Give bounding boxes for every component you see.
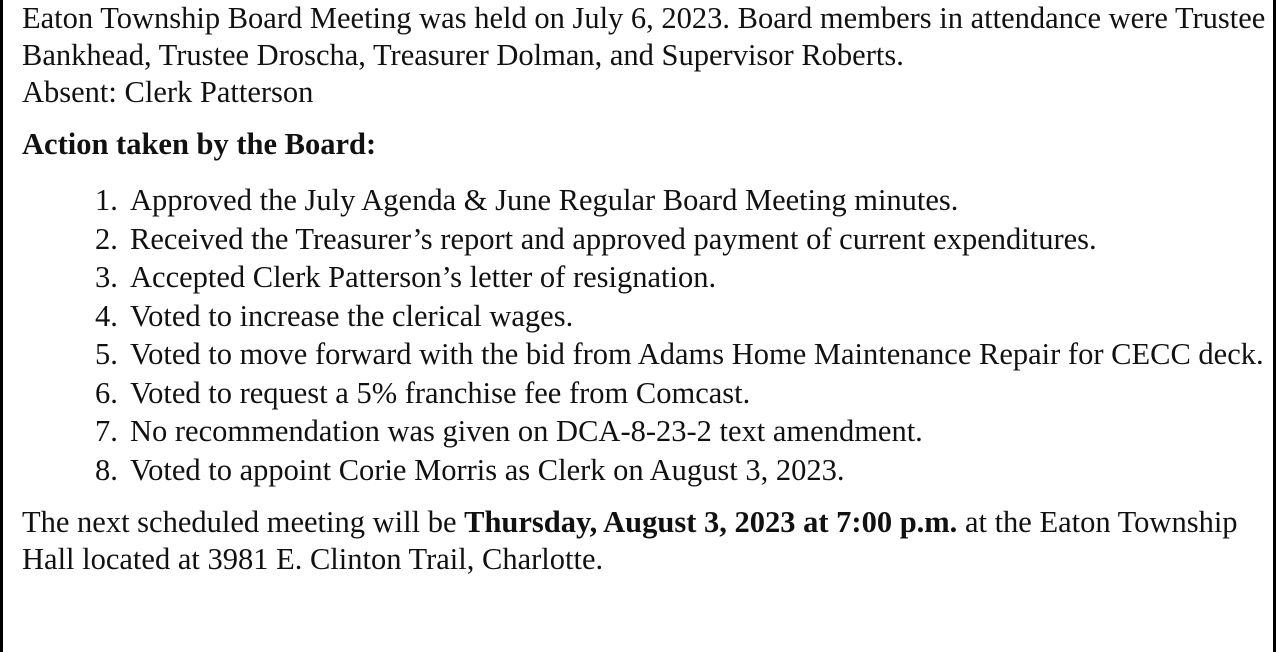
action-item	[95, 258, 1267, 297]
action-number: 8.	[95, 452, 118, 487]
action-item	[95, 374, 1267, 413]
action-number: 6.	[95, 375, 118, 410]
action-item	[95, 297, 1267, 336]
action-number: 4.	[95, 298, 118, 333]
meeting-notice	[22, 0, 1267, 578]
attendance-paragraph	[22, 0, 1267, 111]
action-item	[95, 451, 1267, 490]
next-meeting-datetime: Thursday, August 3, 2023 at 7:00 p.m.	[464, 505, 958, 539]
next-meeting-location: at the Eaton Township Hall located at 3981 E. Clinton Trail, Charlotte.	[22, 505, 1238, 576]
action-number: 2.	[95, 221, 118, 256]
action-text: Voted to increase the clerical wages.	[130, 298, 574, 333]
action-item	[95, 335, 1267, 374]
action-number: 3.	[95, 260, 118, 294]
action-text: Voted to move forward with the bid from Adams Home Maintenance Repair for CECC deck.	[130, 337, 1264, 371]
action-text: Voted to request a 5% franchise fee from Comcast.	[130, 375, 751, 410]
actions-list	[22, 181, 1267, 489]
absent-text: Absent: Clerk Patterson	[22, 75, 314, 109]
actions-heading: Action taken by the Board:	[22, 127, 377, 161]
action-item	[95, 220, 1267, 259]
action-text: Received the Treasurer’s report and approved payment of current expenditures.	[130, 221, 1097, 256]
action-number: 7.	[95, 414, 118, 448]
action-number: 1.	[95, 183, 118, 217]
next-meeting-prefix: The next scheduled meeting will be	[22, 505, 465, 539]
action-text: Accepted Clerk Patterson’s letter of resignation.	[130, 260, 717, 294]
action-text: No recommendation was given on DCA-8-23-2 text amendment.	[130, 414, 923, 448]
action-item	[95, 412, 1267, 451]
action-text: Approved the July Agenda & June Regular Board Meeting minutes.	[130, 183, 959, 217]
attendance-text: Eaton Township Board Meeting was held on July 6, 2023. Board members in attendance were Trustee Bankhead, Trustee Droscha, Treasurer Dolman, and Supervisor Roberts.	[22, 1, 1266, 72]
action-item	[95, 181, 1267, 220]
next-meeting-paragraph	[22, 504, 1267, 578]
action-number: 5.	[95, 337, 118, 371]
action-text: Voted to appoint Corie Morris as Clerk on August 3, 2023.	[130, 452, 845, 487]
